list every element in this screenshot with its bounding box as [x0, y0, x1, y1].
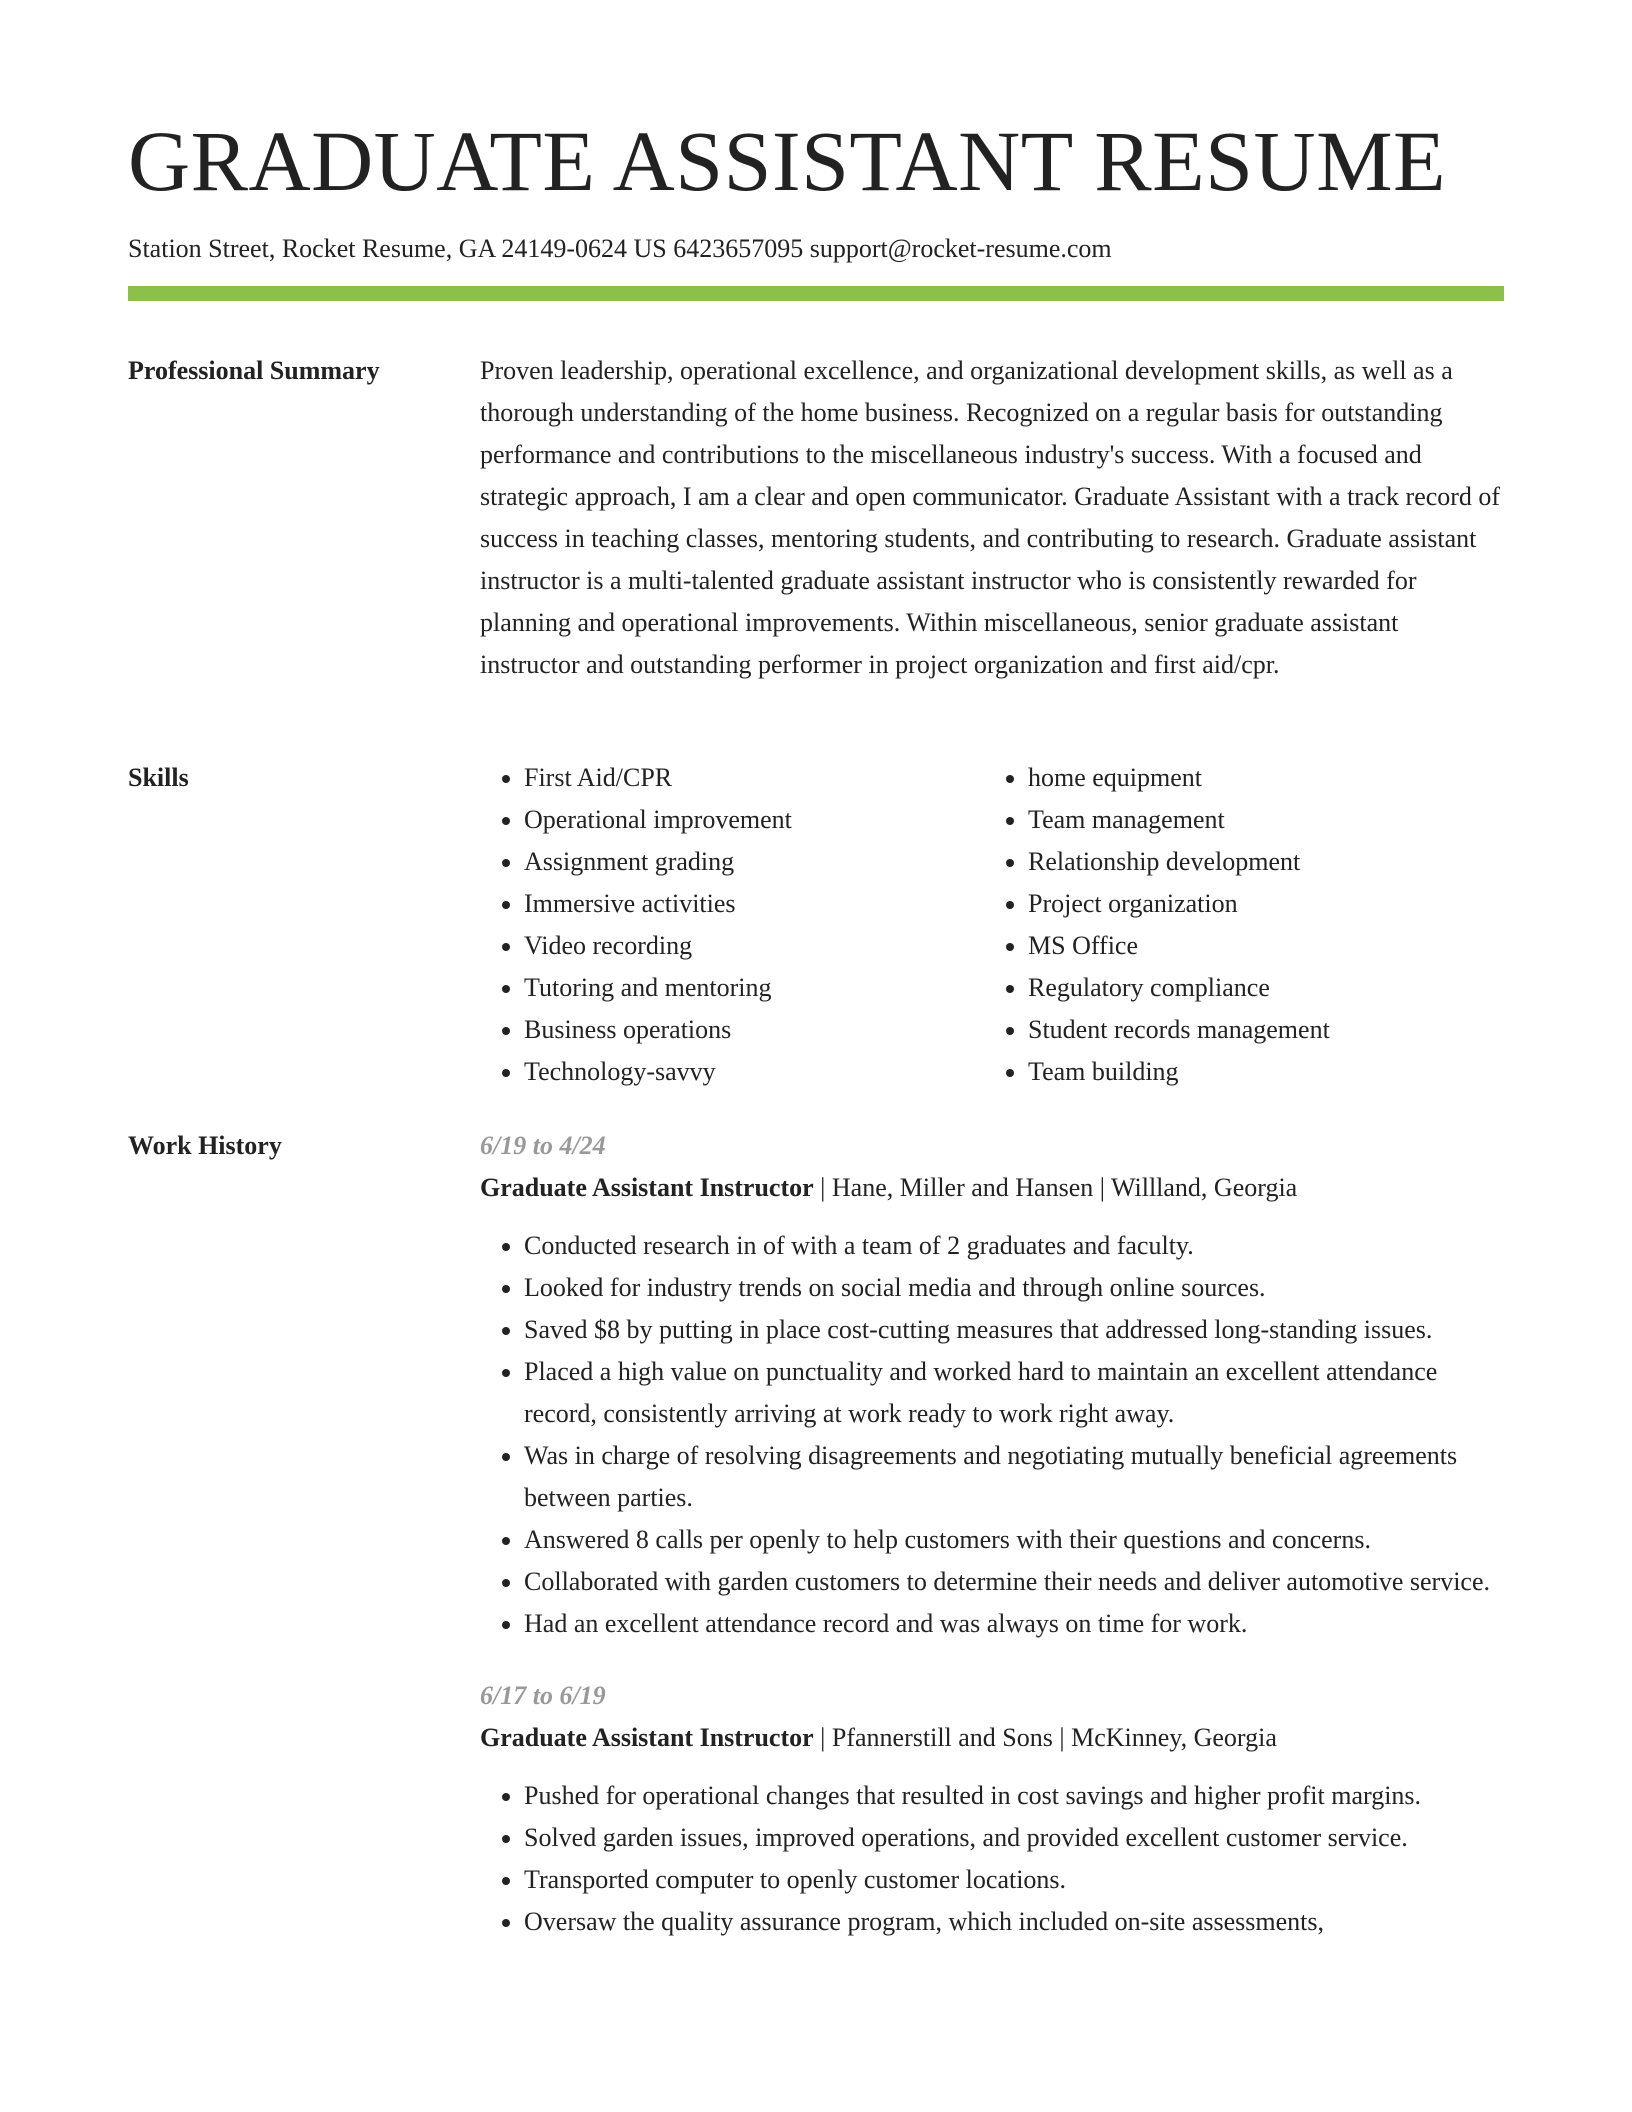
- job-bullet: • Transported computer to openly customer locations.: [524, 1859, 1504, 1901]
- skill-item: • home equipment: [1028, 757, 1488, 799]
- job-bullet-list: [480, 1775, 1504, 1943]
- skill-item: • MS Office: [1028, 925, 1488, 967]
- job-separator: |: [1093, 1173, 1111, 1202]
- work-body: [480, 1125, 1504, 1973]
- job-bullet: • Solved garden issues, improved operations, and provided excellent customer service.: [524, 1817, 1504, 1859]
- resume-title: GRADUATE ASSISTANT RESUME: [128, 113, 1447, 209]
- job-bullet: • Oversaw the quality assurance program, which included on-site assessments,: [524, 1901, 1504, 1943]
- job-heading: [480, 1717, 1504, 1759]
- skill-item: • Immersive activities: [524, 883, 984, 925]
- skill-item: • Regulatory compliance: [1028, 967, 1488, 1009]
- job-separator: |: [813, 1723, 832, 1752]
- section-label-work: Work History: [128, 1131, 282, 1160]
- job-bullet-list: [480, 1225, 1504, 1645]
- skill-item: • Operational improvement: [524, 799, 984, 841]
- job-location: McKinney, Georgia: [1071, 1723, 1277, 1752]
- skill-item: • Video recording: [524, 925, 984, 967]
- job-dates: 6/19 to 4/24: [480, 1131, 606, 1160]
- job-bullet: • Was in charge of resolving disagreements and negotiating mutually beneficial agreements between parties.: [524, 1435, 1504, 1519]
- skill-item: • Team management: [1028, 799, 1488, 841]
- job-role: Graduate Assistant Instructor: [480, 1723, 814, 1752]
- job-location: Willland, Georgia: [1111, 1173, 1298, 1202]
- job-bullet: • Placed a high value on punctuality and worked hard to maintain an excellent attendance record, consistently arriving at work ready to work right away.: [524, 1351, 1504, 1435]
- section-label-skills: Skills: [128, 763, 189, 792]
- skill-item: • Relationship development: [1028, 841, 1488, 883]
- job-bullet: • Collaborated with garden customers to determine their needs and deliver automotive service.: [524, 1561, 1504, 1603]
- job-bullet: • Had an excellent attendance record and was always on time for work.: [524, 1603, 1504, 1645]
- job-company: Hane, Miller and Hansen: [831, 1173, 1094, 1202]
- skill-item: • First Aid/CPR: [524, 757, 984, 799]
- job-company: Pfannerstill and Sons: [831, 1723, 1053, 1752]
- section-label-summary: Professional Summary: [128, 356, 380, 385]
- job-separator: |: [1052, 1723, 1072, 1752]
- skills-list-right: [984, 757, 1488, 1093]
- skill-item: • Team building: [1028, 1051, 1488, 1093]
- skills-body: [480, 757, 1504, 1093]
- contact-line: Station Street, Rocket Resume, GA 24149-0624 US 6423657095 support@rocket-resume.com: [128, 234, 1112, 263]
- summary-body: [480, 350, 1504, 686]
- skill-item: • Business operations: [524, 1009, 984, 1051]
- summary-text: Proven leadership, operational excellence, and organizational development skills, as well as a thorough understanding of the home business. Recognized on a regular basis for outstanding performance and contributions to the miscellaneous industry's success. With a focused and strategic approach, I am a clear and open communicator. Graduate Assistant with a track record of success in teaching classes, mentoring students, and contributing to research. Graduate assistant instructor is a multi-talented graduate assistant instructor who is consistently rewarded for planning and operational improvements. Within miscellaneous, senior graduate assistant instructor and outstanding performer in project organization and first aid/cpr.: [480, 356, 1501, 679]
- job-bullet: • Conducted research in of with a team of 2 graduates and faculty.: [524, 1225, 1504, 1267]
- job-dates: 6/17 to 6/19: [480, 1681, 606, 1710]
- job-role: Graduate Assistant Instructor: [480, 1173, 814, 1202]
- job-entry: [480, 1125, 1504, 1645]
- skill-item: • Project organization: [1028, 883, 1488, 925]
- job-heading: [480, 1167, 1504, 1209]
- skill-item: • Student records management: [1028, 1009, 1488, 1051]
- skills-list-left: [480, 757, 984, 1093]
- job-bullet: • Saved $8 by putting in place cost-cutting measures that addressed long-standing issues.: [524, 1309, 1504, 1351]
- job-entry: [480, 1675, 1504, 1943]
- skill-item: • Tutoring and mentoring: [524, 967, 984, 1009]
- job-bullet: • Looked for industry trends on social media and through online sources.: [524, 1267, 1504, 1309]
- job-bullet: • Pushed for operational changes that resulted in cost savings and higher profit margins.: [524, 1775, 1504, 1817]
- skill-item: • Assignment grading: [524, 841, 984, 883]
- header-accent-rule: [128, 286, 1504, 301]
- job-separator: |: [813, 1173, 832, 1202]
- skill-item: • Technology-savvy: [524, 1051, 984, 1093]
- job-bullet: • Answered 8 calls per openly to help customers with their questions and concerns.: [524, 1519, 1504, 1561]
